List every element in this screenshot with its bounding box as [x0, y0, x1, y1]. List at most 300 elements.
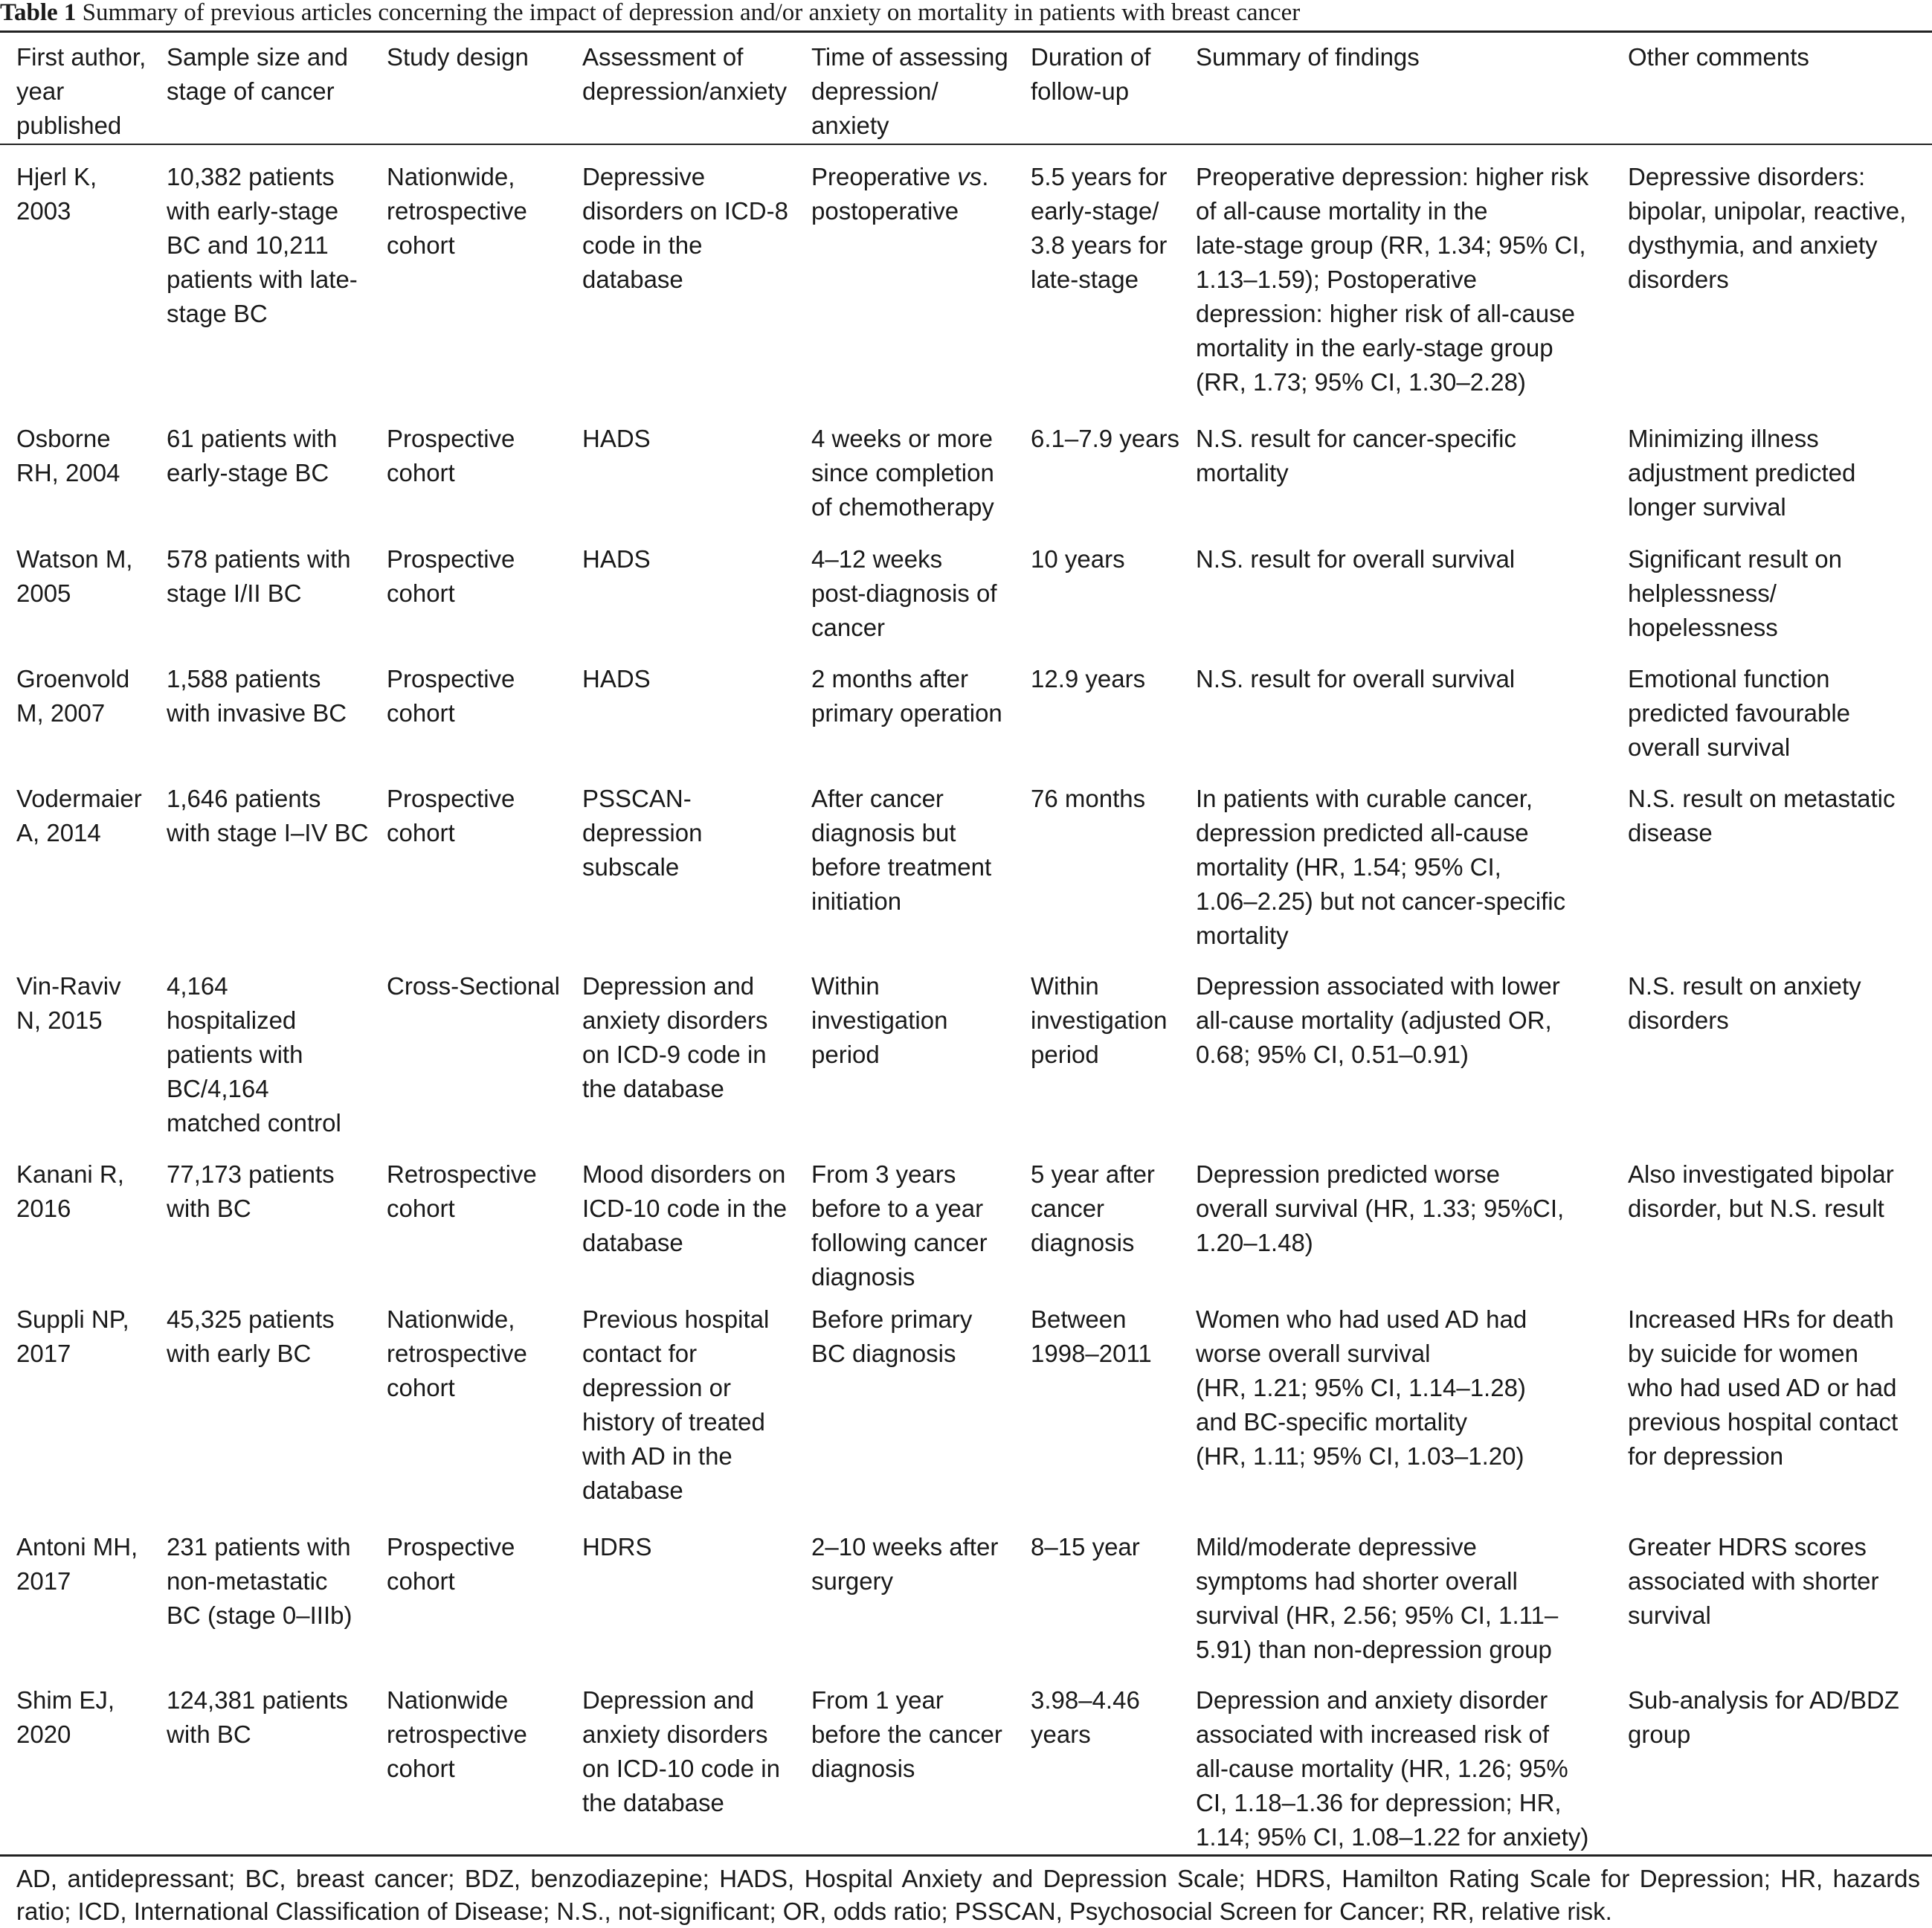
cell-first-author [16, 782, 142, 850]
cell-first-author [16, 1683, 115, 1752]
cell-line: 231 patients with [167, 1533, 351, 1561]
cell-study-design [387, 782, 515, 850]
cell-study-design [387, 969, 560, 1003]
cell-line: Depression associated with lower [1196, 972, 1560, 1000]
cell-line: 2017 [16, 1340, 71, 1367]
cell-line: post-diagnosis of [811, 579, 997, 607]
cell-line: Greater HDRS scores [1628, 1533, 1867, 1561]
cell-summary [1196, 969, 1560, 1072]
header-line: follow-up [1031, 77, 1130, 105]
cell-line: HADS [582, 665, 651, 693]
cell-first-author [16, 1157, 124, 1226]
cell-sample-size [167, 782, 368, 850]
cell-follow-up [1031, 662, 1145, 696]
cell-line: HADS [582, 425, 651, 452]
cell-summary [1196, 422, 1516, 490]
cell-first-author [16, 969, 121, 1038]
cell-comments [1628, 1157, 1894, 1226]
cell-line: Minimizing illness [1628, 425, 1819, 452]
cell-study-design [387, 1157, 537, 1226]
cell-line: Hjerl K, [16, 163, 97, 190]
cell-line: cohort [387, 819, 455, 846]
cell-line: with BC [167, 1720, 251, 1748]
cell-line: 1.13–1.59); Postoperative [1196, 266, 1477, 293]
cell-line: Sub-analysis for AD/BDZ [1628, 1686, 1899, 1714]
cell-line: HADS [582, 545, 651, 573]
cell-line: with invasive BC [167, 699, 347, 727]
cell-line: bipolar, unipolar, reactive, [1628, 197, 1907, 225]
footnote-line: ratio; ICD, International Classification of Disease; N.S., not-significant; OR, odds ratio; PSSCAN, Psychosocial Screen for Cancer; RR, relative risk. [16, 1898, 1612, 1925]
cell-line: by suicide for women [1628, 1340, 1858, 1367]
cell-time-assessing [811, 1157, 988, 1294]
cell-line: depression predicted all-cause [1196, 819, 1529, 846]
cell-sample-size [167, 662, 347, 730]
cell-line: PSSCAN- [582, 785, 692, 812]
cell-line: 1,646 patients [167, 785, 321, 812]
header-rule [0, 144, 1932, 145]
cell-line: before treatment [811, 853, 992, 881]
italic-vs: vs [957, 163, 982, 190]
cell-line: N.S. result for cancer-specific [1196, 425, 1516, 452]
cell-line: overall survival [1628, 733, 1791, 761]
cell-line: Between [1031, 1305, 1127, 1333]
header-cell-sample-size [167, 40, 348, 109]
cell-line: N, 2015 [16, 1006, 103, 1034]
cell-first-author [16, 422, 120, 490]
cell-line: depression or [582, 1374, 731, 1401]
cell-line: Depression and anxiety disorder [1196, 1686, 1548, 1714]
cell-line: diagnosis [811, 1263, 915, 1291]
cell-line: matched control [167, 1109, 341, 1137]
cell-line: associated with shorter [1628, 1567, 1879, 1595]
cell-comments [1628, 1683, 1899, 1752]
cell-line: previous hospital contact [1628, 1408, 1899, 1436]
cell-line: investigation [811, 1006, 948, 1034]
cell-line: 3.8 years for [1031, 231, 1168, 259]
cell-line: depression [582, 819, 703, 846]
cell-line: database [582, 1229, 683, 1256]
cell-follow-up [1031, 1683, 1140, 1752]
cell-line: BC/4,164 [167, 1075, 269, 1102]
cell-line: adjustment predicted [1628, 459, 1856, 486]
table-caption [0, 0, 1932, 30]
cell-line: 61 patients with [167, 425, 338, 452]
cell-time-assessing [811, 1683, 1002, 1786]
header-line: Study design [387, 43, 529, 71]
cell-comments [1628, 782, 1895, 850]
header-line: stage of cancer [167, 77, 335, 105]
cell-line: 45,325 patients [167, 1305, 335, 1333]
cell-line: of chemotherapy [811, 493, 994, 521]
cell-line: After cancer [811, 785, 944, 812]
cell-line: cohort [387, 459, 455, 486]
cell-comments [1628, 662, 1850, 765]
cell-follow-up [1031, 969, 1167, 1072]
cell-line: all-cause mortality (HR, 1.26; 95% [1196, 1755, 1568, 1782]
cell-line: 8–15 year [1031, 1533, 1140, 1561]
cell-line: cohort [387, 231, 455, 259]
cell-line: retrospective [387, 1340, 527, 1367]
cell-time-assessing [811, 1302, 972, 1371]
cell-study-design [387, 1530, 515, 1598]
table-footnote [16, 1863, 1920, 1928]
header-line: First author, [16, 43, 146, 71]
cell-line: From 3 years [811, 1160, 956, 1188]
cell-line: 578 patients with [167, 545, 351, 573]
cell-follow-up [1031, 1157, 1155, 1260]
cell-line: anxiety disorders [582, 1006, 768, 1034]
cell-line: retrospective [387, 197, 527, 225]
cell-follow-up [1031, 782, 1145, 816]
header-cell-time-assessing [811, 40, 1008, 143]
cell-line: with early-stage [167, 197, 339, 225]
cell-line: period [811, 1041, 880, 1068]
cell-follow-up [1031, 542, 1125, 576]
cell-summary [1196, 1530, 1558, 1667]
cell-line: 5.5 years for [1031, 163, 1168, 190]
cell-sample-size [167, 1157, 335, 1226]
top-rule [0, 30, 1932, 33]
cell-line: RH, 2004 [16, 459, 120, 486]
cell-line: 0.68; 95% CI, 0.51–0.91) [1196, 1041, 1469, 1068]
cell-line: Prospective [387, 1533, 515, 1561]
cell-first-author [16, 542, 132, 611]
cell-line: CI, 1.18–1.36 for depression; HR, [1196, 1789, 1562, 1816]
cell-follow-up [1031, 1530, 1140, 1564]
cell-line: 2020 [16, 1720, 71, 1748]
cell-line: since completion [811, 459, 994, 486]
cell-line: of all-cause mortality in the [1196, 197, 1488, 225]
cell-line: 1,588 patients [167, 665, 321, 693]
cell-line: Suppli NP, [16, 1305, 129, 1333]
cell-line: 1.14; 95% CI, 1.08–1.22 for anxiety) [1196, 1823, 1589, 1851]
cell-assessment [582, 782, 702, 884]
cell-line: Kanani R, [16, 1160, 124, 1188]
cell-line: the database [582, 1075, 724, 1102]
cell-line: worse overall survival [1196, 1340, 1431, 1367]
cell-line: disorders [1628, 1006, 1729, 1034]
cell-line: Shim EJ, [16, 1686, 115, 1714]
cell-line: 4–12 weeks [811, 545, 943, 573]
cell-line: with stage I–IV BC [167, 819, 369, 846]
table-label: Table 1 [0, 0, 77, 26]
cell-time-assessing [811, 969, 947, 1072]
header-cell-assessment [582, 40, 787, 109]
header-line: Sample size and [167, 43, 348, 71]
cell-line: disorder, but N.S. result [1628, 1195, 1884, 1222]
cell-line: overall survival (HR, 1.33; 95%CI, [1196, 1195, 1565, 1222]
cell-line: 2 months after [811, 665, 968, 693]
cell-study-design [387, 422, 515, 490]
cell-line: before the cancer [811, 1720, 1002, 1748]
cell-line: postoperative [811, 197, 959, 225]
bottom-rule [0, 1854, 1932, 1857]
cell-line: hopelessness [1628, 614, 1778, 641]
cell-sample-size [167, 1302, 335, 1371]
cell-line: Preoperative depression: higher risk [1196, 163, 1589, 190]
cell-sample-size [167, 160, 358, 331]
cell-line: BC (stage 0–IIIb) [167, 1601, 352, 1629]
cell-line: 2016 [16, 1195, 71, 1222]
cell-line: cohort [387, 699, 455, 727]
cell-line: stage I/II BC [167, 579, 302, 607]
cell-line: Preoperative vs. [811, 163, 989, 190]
header-cell-summary [1196, 40, 1420, 74]
cell-summary [1196, 1157, 1564, 1260]
cell-line: Depression and [582, 1686, 755, 1714]
cell-line: Depression and [582, 972, 755, 1000]
cell-comments [1628, 160, 1906, 297]
cell-first-author [16, 160, 97, 228]
cell-line: following cancer [811, 1229, 988, 1256]
cell-line: symptoms had shorter overall [1196, 1567, 1518, 1595]
cell-line: contact for [582, 1340, 698, 1367]
cell-summary [1196, 160, 1588, 399]
cell-line: with early BC [167, 1340, 312, 1367]
cell-line: Within [811, 972, 880, 1000]
cell-line: Women who had used AD had [1196, 1305, 1527, 1333]
cell-time-assessing [811, 542, 996, 645]
header-cell-first-author [16, 40, 146, 143]
cell-line: period [1031, 1041, 1099, 1068]
cell-line: mortality (HR, 1.54; 95% CI, [1196, 853, 1501, 881]
table-title: Summary of previous articles concerning the impact of depression and/or anxiety on mortality in patients with breast cancer [82, 0, 1301, 26]
cell-line: all-cause mortality (adjusted OR, [1196, 1006, 1552, 1034]
cell-line: cancer [1031, 1195, 1105, 1222]
cell-line: Groenvold [16, 665, 130, 693]
cell-assessment [582, 1157, 787, 1260]
cell-line: depression: higher risk of all-cause [1196, 300, 1575, 327]
cell-line: cancer [811, 614, 886, 641]
cell-line: early-stage BC [167, 459, 329, 486]
cell-line: 1.20–1.48) [1196, 1229, 1313, 1256]
cell-line: From 1 year [811, 1686, 944, 1714]
header-line: Time of assessing [811, 43, 1008, 71]
cell-line: disease [1628, 819, 1713, 846]
header-cell-study-design [387, 40, 529, 74]
header-cell-comments [1628, 40, 1809, 74]
cell-line: mortality [1196, 459, 1289, 486]
cell-line: A, 2014 [16, 819, 101, 846]
cell-line: Vodermaier [16, 785, 142, 812]
cell-line: with AD in the [582, 1442, 732, 1470]
cell-assessment [582, 1302, 769, 1508]
cell-line: patients with late- [167, 266, 358, 293]
cell-assessment [582, 160, 788, 297]
cell-summary [1196, 662, 1515, 696]
header-cell-follow-up [1031, 40, 1150, 109]
cell-first-author [16, 1530, 138, 1598]
cell-line: Nationwide, [387, 1305, 515, 1333]
cell-comments [1628, 1530, 1879, 1633]
cell-line: M, 2007 [16, 699, 106, 727]
cell-line: hospitalized [167, 1006, 297, 1034]
cell-study-design [387, 662, 515, 730]
cell-line: and BC-specific mortality [1196, 1408, 1467, 1436]
cell-line: 1.06–2.25) but not cancer-specific [1196, 887, 1566, 915]
cell-line: Prospective [387, 785, 515, 812]
header-line: year [16, 77, 65, 105]
cell-line: N.S. result for overall survival [1196, 665, 1516, 693]
cell-line: disorders [1628, 266, 1729, 293]
cell-line: Nationwide [387, 1686, 509, 1714]
cell-line: Mood disorders on [582, 1160, 786, 1188]
cell-assessment [582, 969, 767, 1106]
cell-line: on ICD-10 code in [582, 1755, 780, 1782]
cell-line: with BC [167, 1195, 251, 1222]
cell-line: N.S. result on anxiety [1628, 972, 1861, 1000]
cell-summary [1196, 542, 1515, 576]
cell-line: Nationwide, [387, 163, 515, 190]
cell-sample-size [167, 422, 337, 490]
cell-line: ICD-10 code in the [582, 1195, 788, 1222]
cell-line: 2–10 weeks after [811, 1533, 999, 1561]
cell-assessment [582, 1683, 780, 1820]
cell-line: Antoni MH, [16, 1533, 138, 1561]
cell-time-assessing [811, 782, 991, 919]
cell-study-design [387, 1683, 527, 1786]
cell-line: Within [1031, 972, 1099, 1000]
cell-line: Osborne [16, 425, 111, 452]
cell-line: Depressive disorders: [1628, 163, 1866, 190]
cell-line: 5.91) than non-depression group [1196, 1636, 1552, 1663]
cell-summary [1196, 782, 1565, 953]
cell-line: early-stage/ [1031, 197, 1159, 225]
cell-sample-size [167, 542, 351, 611]
cell-line: before to a year [811, 1195, 984, 1222]
cell-line: cohort [387, 1755, 455, 1782]
cell-line: survival (HR, 2.56; 95% CI, 1.11– [1196, 1601, 1559, 1629]
footnote-line: AD, antidepressant; BC, breast cancer; BDZ, benzodiazepine; HADS, Hospital Anxiety and Depression Scale; HDRS, Hamilton Rating Scale for Depression; HR, hazards [16, 1865, 1920, 1892]
cell-line: (HR, 1.11; 95% CI, 1.03–1.20) [1196, 1442, 1524, 1470]
cell-line: late-stage [1031, 266, 1139, 293]
cell-line: 6.1–7.9 years [1031, 425, 1179, 452]
cell-line: mortality in the early-stage group [1196, 334, 1553, 362]
header-line: depression/anxiety [582, 77, 788, 105]
cell-line: (RR, 1.73; 95% CI, 1.30–2.28) [1196, 368, 1526, 396]
cell-line: 10,382 patients [167, 163, 335, 190]
cell-sample-size [167, 1530, 352, 1633]
cell-study-design [387, 160, 527, 263]
cell-assessment [582, 1530, 652, 1564]
cell-time-assessing [811, 1530, 998, 1598]
header-line: Duration of [1031, 43, 1151, 71]
cell-line: cohort [387, 579, 455, 607]
cell-line: subscale [582, 853, 680, 881]
cell-line: Watson M, [16, 545, 133, 573]
cell-line: 4 weeks or more [811, 425, 993, 452]
header-line: Other comments [1628, 43, 1809, 71]
cell-line: 2017 [16, 1567, 71, 1595]
cell-line: anxiety disorders [582, 1720, 768, 1748]
cell-line: (HR, 1.21; 95% CI, 1.14–1.28) [1196, 1374, 1526, 1401]
cell-line: non-metastatic [167, 1567, 328, 1595]
cell-follow-up [1031, 1302, 1152, 1371]
header-line: Assessment of [582, 43, 744, 71]
cell-comments [1628, 1302, 1898, 1474]
cell-line: patients with [167, 1041, 303, 1068]
cell-line: primary operation [811, 699, 1002, 727]
cell-line: Prospective [387, 425, 515, 452]
cell-line: survival [1628, 1601, 1711, 1629]
cell-comments [1628, 422, 1855, 524]
cell-line: 77,173 patients [167, 1160, 335, 1188]
cell-line: surgery [811, 1567, 894, 1595]
cell-line: 124,381 patients [167, 1686, 349, 1714]
cell-first-author [16, 1302, 129, 1371]
cell-line: for depression [1628, 1442, 1784, 1470]
cell-line: helplessness/ [1628, 579, 1777, 607]
cell-line: Significant result on [1628, 545, 1842, 573]
cell-line: database [582, 1476, 683, 1504]
cell-line: who had used AD or had [1628, 1374, 1897, 1401]
cell-line: Prospective [387, 545, 515, 573]
cell-line: initiation [811, 887, 902, 915]
cell-time-assessing [811, 422, 994, 524]
cell-line: history of treated [582, 1408, 765, 1436]
header-line: Summary of findings [1196, 43, 1420, 71]
cell-sample-size [167, 969, 341, 1140]
cell-time-assessing [811, 160, 988, 228]
cell-summary [1196, 1302, 1527, 1474]
cell-line: Emotional function [1628, 665, 1830, 693]
cell-line: stage BC [167, 300, 268, 327]
cell-line: diagnosis but [811, 819, 956, 846]
header-line: anxiety [811, 112, 889, 139]
cell-line: N.S. result on metastatic [1628, 785, 1896, 812]
cell-line: code in the [582, 231, 703, 259]
cell-line: Cross-Sectional [387, 972, 560, 1000]
cell-follow-up [1031, 422, 1179, 456]
cell-line: database [582, 266, 683, 293]
cell-study-design [387, 542, 515, 611]
cell-line: Also investigated bipolar [1628, 1160, 1894, 1188]
cell-line: N.S. result for overall survival [1196, 545, 1516, 573]
cell-line: Vin-Raviv [16, 972, 121, 1000]
cell-line: Depressive [582, 163, 706, 190]
cell-line: longer survival [1628, 493, 1786, 521]
cell-line: group [1628, 1720, 1691, 1748]
cell-line: cohort [387, 1195, 455, 1222]
cell-line: 2005 [16, 579, 71, 607]
cell-line: associated with increased risk of [1196, 1720, 1550, 1748]
cell-line: BC diagnosis [811, 1340, 956, 1367]
cell-line: mortality [1196, 922, 1289, 949]
cell-line: Before primary [811, 1305, 973, 1333]
cell-comments [1628, 969, 1861, 1038]
cell-line: Prospective [387, 665, 515, 693]
cell-line: In patients with curable cancer, [1196, 785, 1533, 812]
cell-line: dysthymia, and anxiety [1628, 231, 1878, 259]
cell-line: 10 years [1031, 545, 1125, 573]
cell-sample-size [167, 1683, 348, 1752]
cell-line: retrospective [387, 1720, 527, 1748]
cell-assessment [582, 662, 651, 696]
cell-line: cohort [387, 1374, 455, 1401]
cell-line: 12.9 years [1031, 665, 1146, 693]
cell-assessment [582, 542, 651, 576]
cell-line: late-stage group (RR, 1.34; 95% CI, [1196, 231, 1586, 259]
cell-time-assessing [811, 662, 1002, 730]
cell-line: 5 year after [1031, 1160, 1155, 1188]
cell-line: Previous hospital [582, 1305, 770, 1333]
cell-assessment [582, 422, 651, 456]
cell-line: Depression predicted worse [1196, 1160, 1501, 1188]
cell-line: 3.98–4.46 [1031, 1686, 1140, 1714]
cell-line: 2003 [16, 197, 71, 225]
cell-line: years [1031, 1720, 1091, 1748]
cell-line: Retrospective [387, 1160, 537, 1188]
